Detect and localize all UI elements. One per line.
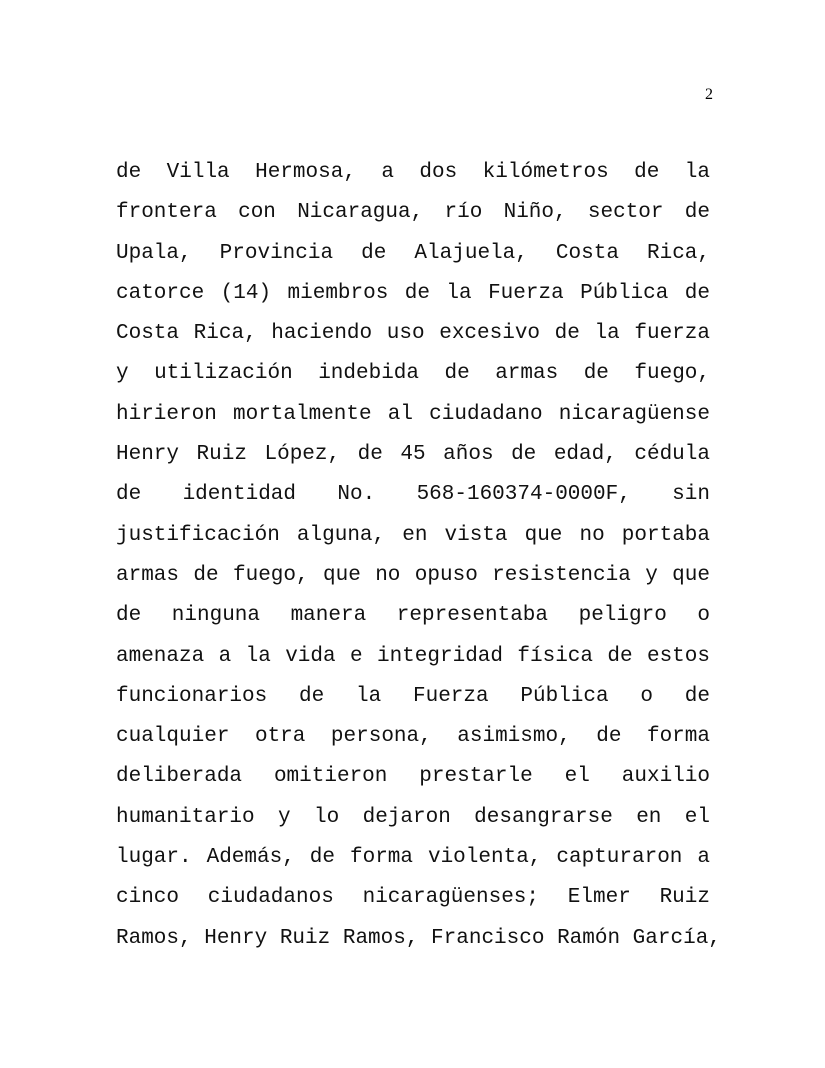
text-line: hirieron mortalmente al ciudadano nicaragüense xyxy=(116,402,710,426)
text-line: justificación alguna, en vista que no portaba xyxy=(116,523,710,547)
text-line: amenaza a la vida e integridad física de estos xyxy=(116,644,710,668)
text-line: Henry Ruiz López, de 45 años de edad, cédula xyxy=(116,443,710,467)
text-line: frontera con Nicaragua, río Niño, sector de xyxy=(116,201,710,225)
text-line: deliberada omitieron prestarle el auxilio xyxy=(116,765,710,789)
text-line: de identidad No. 568-160374-0000F, sin xyxy=(116,483,710,507)
text-line: lugar. Además, de forma violenta, capturaron a xyxy=(116,846,710,870)
text-line: cinco ciudadanos nicaragüenses; Elmer Ruiz xyxy=(116,886,710,910)
text-line: catorce (14) miembros de la Fuerza Pública de xyxy=(116,281,710,305)
text-line: cualquier otra persona, asimismo, de forma xyxy=(116,725,710,749)
text-line: y utilización indebida de armas de fuego, xyxy=(116,362,710,386)
text-line: de ninguna manera representaba peligro o xyxy=(116,604,710,628)
page-number: 2 xyxy=(705,86,713,103)
text-line: Costa Rica, haciendo uso excesivo de la fuerza xyxy=(116,322,710,346)
text-line: Ramos, Henry Ruiz Ramos, Francisco Ramón García, xyxy=(116,926,721,950)
body-paragraph xyxy=(116,153,721,959)
text-line: Upala, Provincia de Alajuela, Costa Rica, xyxy=(116,241,710,265)
text-line: de Villa Hermosa, a dos kilómetros de la xyxy=(116,161,710,184)
text-line: armas de fuego, que no opuso resistencia y que xyxy=(116,563,710,587)
text-line: humanitario y lo dejaron desangrarse en el xyxy=(116,805,710,829)
text-line: funcionarios de la Fuerza Pública o de xyxy=(116,684,710,708)
